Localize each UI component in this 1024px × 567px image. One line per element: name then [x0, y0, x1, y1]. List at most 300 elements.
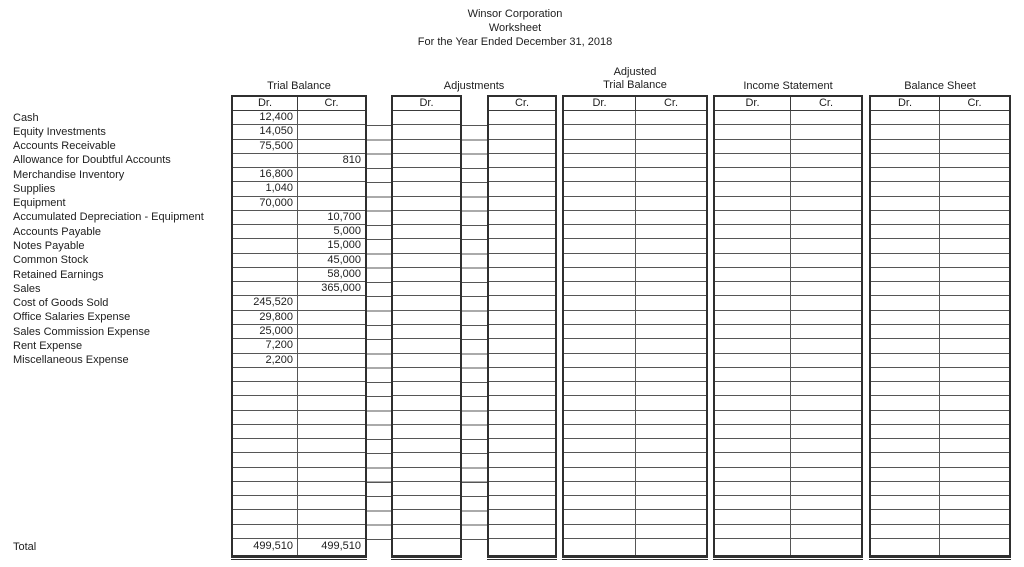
trial-balance-cr-cell: 5,000: [297, 225, 365, 238]
balance-sheet-dr-cell: [871, 382, 939, 395]
income-statement-cr-cell: [790, 525, 861, 538]
adjusted-trial-balance-dr-cell: [564, 268, 635, 281]
trial-balance-dr-cell: 1,040: [265, 182, 293, 195]
adjustments-dr-dr-cell: [393, 239, 460, 252]
total-label: Total: [13, 541, 37, 553]
account-label: Accumulated Depreciation - Equipment: [13, 211, 204, 224]
blank-row: [233, 468, 365, 482]
balance-sheet-dr-cell: [871, 254, 939, 267]
adjustments-dr-dr-cell: [393, 510, 460, 523]
income-statement-dr-cell: [715, 182, 790, 195]
trial-balance-table: [231, 95, 367, 558]
balance-sheet-cr-cell: [939, 254, 1009, 267]
blank-row: [871, 525, 1009, 539]
adjusted-trial-balance-dr-header: Dr.: [592, 97, 607, 109]
income-statement-cr-cell: [790, 140, 861, 153]
adjustments-cr-cr-cell: [489, 325, 555, 338]
income-statement-cr-cell: [790, 125, 861, 138]
worksheet-row: [393, 282, 460, 296]
adjustments-cr-cr-cell: [489, 211, 555, 224]
adjustments-cr-cr-cell: [489, 396, 555, 409]
blank-row: [233, 439, 365, 453]
trial-balance-cr-cell: 58,000: [297, 268, 365, 281]
blank-row: [233, 382, 365, 396]
worksheet-row: [233, 182, 365, 196]
adjustments-dr-dr-cell: [393, 168, 460, 181]
adjusted-trial-balance-cr-cell: [635, 140, 706, 153]
income-statement-cr-cell: [790, 239, 861, 252]
blank-row: [233, 396, 365, 410]
adjustments-dr-cr-gap: [462, 125, 487, 540]
account-label: Accounts Receivable: [13, 140, 116, 153]
balance-sheet-total-row: [871, 539, 1009, 555]
worksheet-row: [564, 140, 706, 154]
balance-sheet-cr-cell: [939, 182, 1009, 195]
balance-sheet-dr-cell: [871, 111, 939, 124]
balance-sheet-dr-cell: [871, 510, 939, 523]
blank-row: [489, 382, 555, 396]
worksheet-row: [564, 282, 706, 296]
income-statement-dr-cell: [715, 211, 790, 224]
trial-balance-cr-cell: [297, 197, 365, 210]
adjusted-trial-balance-dr-cell: [564, 296, 635, 309]
worksheet-row: [393, 354, 460, 368]
blank-row: [564, 425, 706, 439]
adjusted-trial-balance-cr-cell: [635, 354, 706, 367]
worksheet-row: [233, 140, 365, 154]
trial-balance-cr-cell: 810: [297, 154, 365, 167]
balance-sheet-cr-header: Cr.: [939, 97, 1009, 110]
adjustments-dr-dr-cell: [393, 225, 460, 238]
blank-row: [489, 525, 555, 539]
worksheet-row: [489, 125, 555, 139]
adjusted-trial-balance-dr-cell: [564, 354, 635, 367]
worksheet-row: [489, 239, 555, 253]
blank-row: [564, 439, 706, 453]
adjusted-trial-balance-dr-cell: [564, 211, 635, 224]
blank-row: [489, 439, 555, 453]
blank-row: [489, 425, 555, 439]
worksheet-row: [715, 140, 861, 154]
adjustments-cr-cr-cell: [489, 468, 555, 481]
balance-sheet-cr-cell: [939, 111, 1009, 124]
adjustments-cr-cr-cell: [489, 453, 555, 466]
income-statement-cr-cell: [790, 382, 861, 395]
adjustments-cr-cr-cell: [489, 154, 555, 167]
adjustments-cr-cr-cell: [489, 268, 555, 281]
adjustments-dr-dr-cell: [393, 268, 460, 281]
worksheet-row: [393, 225, 460, 239]
adjustments-cr-cr-cell: [489, 439, 555, 452]
blank-row: [564, 368, 706, 382]
income-statement-caption: Income Statement: [743, 80, 833, 92]
period-line: For the Year Ended December 31, 2018: [417, 36, 613, 48]
trial-balance-dr-cell: 499,510: [253, 539, 293, 552]
balance-sheet-cr-cell: [939, 339, 1009, 352]
worksheet-row: [871, 197, 1009, 211]
worksheet-row: [871, 168, 1009, 182]
worksheet-row: [393, 197, 460, 211]
worksheet-row: [489, 268, 555, 282]
account-label: Equity Investments: [13, 125, 106, 138]
blank-row: [871, 411, 1009, 425]
blank-row: [489, 468, 555, 482]
adjusted-trial-balance-cr-cell: [635, 225, 706, 238]
adjusted-trial-balance-dr-cell: [564, 197, 635, 210]
income-statement-dr-cell: [715, 282, 790, 295]
income-statement-dr-cell: [715, 225, 790, 238]
adjustments-cr-cr-cell: [489, 311, 555, 324]
trial-balance-dr-cell: 12,400: [259, 111, 293, 123]
adjustments-cr-cr-cell: [489, 296, 555, 309]
income-statement-cr-cell: [790, 325, 861, 338]
worksheet-row: [871, 182, 1009, 196]
balance-sheet-dr-cell: [871, 539, 939, 555]
blank-row: [393, 453, 460, 467]
account-label: Allowance for Doubtful Accounts: [13, 154, 171, 167]
blank-row: [233, 482, 365, 496]
income-statement-dr-cell: [715, 325, 790, 338]
worksheet-row: [489, 296, 555, 310]
worksheet-row: [715, 354, 861, 368]
adjusted-trial-balance-dr-cell: [564, 525, 635, 538]
adjusted-trial-balance-cr-cell: [635, 254, 706, 267]
adjusted-trial-balance-dr-cell: [564, 396, 635, 409]
balance-sheet-dr-cell: [871, 354, 939, 367]
company-name: Winsor Corporation: [467, 8, 563, 20]
worksheet-row: [393, 311, 460, 325]
balance-sheet-cr-cell: [939, 154, 1009, 167]
worksheet-row: [871, 339, 1009, 353]
trial-balance-cr-cell: 499,510: [297, 539, 365, 555]
account-label: Equipment: [13, 197, 66, 210]
adjustments-dr-dr-cell: [393, 296, 460, 309]
income-statement-dr-cell: [715, 539, 790, 555]
worksheet-row: [871, 111, 1009, 125]
adjusted-trial-balance-cr-cell: [635, 453, 706, 466]
trial-balance-dr-cell: [233, 368, 297, 381]
income-statement-cr-cell: [790, 111, 861, 124]
income-statement-dr-cell: [715, 354, 790, 367]
blank-row: [393, 525, 460, 539]
blank-row: [393, 368, 460, 382]
worksheet-row: [489, 197, 555, 211]
income-statement-dr-cell: [715, 154, 790, 167]
worksheet-row: [233, 154, 365, 168]
adjusted-trial-balance-dr-cell: [564, 254, 635, 267]
blank-row: [564, 482, 706, 496]
adjustments-dr-dr-cell: [393, 382, 460, 395]
worksheet-row: [489, 282, 555, 296]
income-statement-dr-cell: [715, 125, 790, 138]
adjustments-dr-dr-cell: [393, 282, 460, 295]
income-statement-dr-cell: [715, 111, 790, 124]
balance-sheet-cr-cell: [939, 125, 1009, 138]
balance-sheet-cr-cell: [939, 411, 1009, 424]
blank-row: [393, 482, 460, 496]
worksheet-row: [715, 254, 861, 268]
trial-balance-dr-cell: [233, 382, 297, 395]
account-label: Notes Payable: [13, 239, 85, 252]
worksheet-row: [871, 311, 1009, 325]
adjusted-trial-balance-dr-cell: [564, 225, 635, 238]
blank-row: [393, 411, 460, 425]
balance-sheet-dr-header: Dr.: [897, 97, 913, 109]
adjustments-dr-table: [391, 95, 462, 558]
blank-row: [489, 453, 555, 467]
balance-sheet-cr-cell: [939, 354, 1009, 367]
balance-sheet-dr-cell: [871, 482, 939, 495]
income-statement-dr-cell: [715, 382, 790, 395]
balance-sheet-cr-cell: [939, 396, 1009, 409]
income-statement-dr-cell: [715, 396, 790, 409]
blank-row: [564, 453, 706, 467]
adjustments-dr-dr-cell: [393, 525, 460, 538]
adjustments-dr-dr-cell: [393, 468, 460, 481]
blank-row: [564, 496, 706, 510]
blank-row: [715, 496, 861, 510]
blank-row: [489, 510, 555, 524]
document-title: Worksheet: [488, 22, 542, 34]
blank-row: [233, 425, 365, 439]
balance-sheet-dr-cell: [871, 239, 939, 252]
trial-balance-dr-cell: [233, 239, 297, 252]
income-statement-cr-cell: [790, 453, 861, 466]
income-statement-cr-cell: [790, 268, 861, 281]
worksheet-row: [871, 268, 1009, 282]
worksheet-row: [564, 339, 706, 353]
blank-row: [233, 525, 365, 539]
worksheet-row: [233, 211, 365, 225]
trial-balance-dr-cell: 245,520: [253, 296, 293, 309]
balance-sheet-cr-cell: [939, 439, 1009, 452]
adjustments-cr-cr-cell: [489, 425, 555, 438]
blank-row: [489, 396, 555, 410]
worksheet-row: [233, 311, 365, 325]
adjusted-trial-balance-total-row: [564, 539, 706, 555]
worksheet-row: [489, 182, 555, 196]
worksheet-row: [233, 282, 365, 296]
trial-balance-cr-cell: [297, 411, 365, 424]
trial-balance-cr-cell: [297, 339, 365, 352]
adjusted-trial-balance-cr-cell: [635, 325, 706, 338]
adjusted-trial-balance-cr-cell: [635, 282, 706, 295]
balance-sheet-dr-cell: [871, 168, 939, 181]
account-label: Retained Earnings: [13, 268, 104, 281]
worksheet-row: [871, 325, 1009, 339]
adjusted-trial-balance-header-row: [564, 97, 706, 111]
adjusted-trial-balance-dr-cell: [564, 168, 635, 181]
worksheet-row: [564, 325, 706, 339]
worksheet-row: [715, 125, 861, 139]
blank-row: [393, 396, 460, 410]
adjusted-trial-balance-caption: Adjusted Trial Balance: [603, 66, 667, 91]
worksheet-row: [564, 182, 706, 196]
balance-sheet-cr-cell: [939, 268, 1009, 281]
adjustments-dr-dr-cell: [393, 339, 460, 352]
blank-row: [715, 525, 861, 539]
trial-balance-dr-cell: 14,050: [259, 125, 293, 138]
trial-balance-dr-cell: 16,800: [259, 168, 293, 181]
trial-balance-dr-cell: [233, 254, 297, 267]
adjustments-dr-dr-cell: [393, 396, 460, 409]
income-statement-cr-cell: [790, 354, 861, 367]
worksheet-row: [233, 339, 365, 353]
balance-sheet-dr-cell: [871, 411, 939, 424]
trial-balance-cr-cell: [297, 182, 365, 195]
title-block: [0, 7, 1024, 49]
adjustments-dr-dr-cell: [393, 311, 460, 324]
adjustments-cr-cr-cell: [489, 125, 555, 138]
trial-balance-cr-cell: [297, 468, 365, 481]
balance-sheet-dr-cell: [871, 125, 939, 138]
income-statement-cr-cell: [790, 182, 861, 195]
adjusted-trial-balance-cr-cell: [635, 425, 706, 438]
account-label: Sales Commission Expense: [13, 325, 150, 338]
balance-sheet-dr-cell: [871, 325, 939, 338]
worksheet-row: [871, 239, 1009, 253]
worksheet-row: [564, 168, 706, 182]
worksheet-row: [489, 168, 555, 182]
worksheet-row: [233, 111, 365, 125]
income-statement-cr-cell: [790, 339, 861, 352]
account-label: Sales: [13, 282, 41, 295]
trial-balance-dr-cell: 29,800: [259, 310, 293, 323]
income-statement-header-row: [715, 97, 861, 111]
adjusted-trial-balance-dr-cell: [564, 325, 635, 338]
blank-row: [564, 396, 706, 410]
adjustments-dr-dr-cell: [393, 411, 460, 424]
adjustments-dr-dr-cell: [393, 453, 460, 466]
balance-sheet-cr-cell: [939, 525, 1009, 538]
adjustments-cr-cr-cell: [489, 496, 555, 509]
adjustments-cr-cr-cell: [489, 411, 555, 424]
balance-sheet-cr-cell: [939, 296, 1009, 309]
balance-sheet-dr-cell: [871, 453, 939, 466]
income-statement-cr-cell: [790, 425, 861, 438]
adjusted-trial-balance-dr-cell: [564, 439, 635, 452]
trial-balance-cr-cell: [297, 525, 365, 538]
trial-balance-cr-cell: [297, 168, 365, 181]
adjustments-cr-cr-cell: [489, 510, 555, 523]
adjusted-trial-balance-dr-cell: [564, 282, 635, 295]
income-statement-dr-cell: [715, 368, 790, 381]
trial-balance-cr-cell: [297, 425, 365, 438]
blank-row: [715, 468, 861, 482]
worksheet-row: [564, 354, 706, 368]
income-statement-cr-cell: [790, 439, 861, 452]
adjusted-trial-balance-dr-cell: [564, 111, 635, 124]
adjustments-cr-cr-cell: [489, 539, 555, 555]
income-statement-cr-cell: [790, 510, 861, 523]
income-statement-dr-cell: [715, 468, 790, 481]
trial-balance-cr-cell: [297, 125, 365, 138]
blank-row: [393, 425, 460, 439]
adjustments-cr-total-row: [489, 539, 555, 555]
balance-sheet-cr-cell: [939, 539, 1009, 555]
trial-balance-cr-cell: [297, 296, 365, 309]
adjustments-cr-cr-cell: [489, 354, 555, 367]
trial-balance-dr-header: Dr.: [257, 97, 273, 109]
adjusted-trial-balance-dr-cell: [564, 411, 635, 424]
blank-row: [871, 453, 1009, 467]
income-statement-cr-cell: [790, 396, 861, 409]
trial-balance-cr-cell: [297, 482, 365, 495]
balance-sheet-cr-cell: [939, 496, 1009, 509]
adjustments-dr-dr-cell: [393, 439, 460, 452]
worksheet-row: [393, 268, 460, 282]
trial-balance-cr-cell: [297, 354, 365, 367]
worksheet-row: [715, 311, 861, 325]
adjustments-dr-dr-cell: [393, 354, 460, 367]
balance-sheet-dr-cell: [871, 197, 939, 210]
trial-balance-cr-cell: [297, 396, 365, 409]
blank-row: [393, 439, 460, 453]
worksheet-row: [233, 268, 365, 282]
worksheet-row: [564, 268, 706, 282]
balance-sheet-dr-cell: [871, 211, 939, 224]
income-statement-dr-cell: [715, 411, 790, 424]
worksheet-row: [871, 125, 1009, 139]
income-statement-cr-cell: [790, 211, 861, 224]
income-statement-cr-cell: [790, 225, 861, 238]
income-statement-dr-cell: [715, 453, 790, 466]
worksheet-row: [564, 239, 706, 253]
adjusted-trial-balance-dr-cell: [564, 382, 635, 395]
adjustments-cr-cr-cell: [489, 525, 555, 538]
adjustments-cr-cr-cell: [489, 239, 555, 252]
income-statement-dr-cell: [715, 496, 790, 509]
blank-row: [233, 411, 365, 425]
worksheet-row: [871, 154, 1009, 168]
income-statement-dr-cell: [715, 168, 790, 181]
adjustments-dr-dr-cell: [393, 111, 460, 124]
adjusted-trial-balance-cr-cell: [635, 154, 706, 167]
trial-balance-dr-cell: [233, 282, 297, 295]
blank-row: [233, 368, 365, 382]
blank-row: [564, 510, 706, 524]
adjustments-cr-header-row: [489, 97, 555, 111]
balance-sheet-cr-cell: [939, 197, 1009, 210]
adjustments-dr-dr-cell: [393, 425, 460, 438]
account-label: Miscellaneous Expense: [13, 354, 129, 367]
adjustments-dr-dr-cell: [393, 496, 460, 509]
blank-row: [715, 411, 861, 425]
balance-sheet-cr-cell: [939, 140, 1009, 153]
blank-row: [715, 482, 861, 496]
trial-balance-dr-cell: [233, 496, 297, 509]
trial-balance-dr-cell: 70,000: [259, 196, 293, 209]
adjustments-cr-cr-cell: [489, 282, 555, 295]
adjustments-dr-dr-header: Dr.: [419, 97, 434, 109]
adjustments-dr-dr-cell: [393, 154, 460, 167]
income-statement-cr-cell: [790, 311, 861, 324]
balance-sheet-dr-cell: [871, 225, 939, 238]
blank-row: [233, 496, 365, 510]
account-label: Cash: [13, 111, 39, 124]
worksheet-row: [393, 325, 460, 339]
trial-balance-cr-cell: [297, 311, 365, 324]
worksheet-row: [715, 239, 861, 253]
balance-sheet-cr-cell: [939, 425, 1009, 438]
adjustments-cr-cr-cell: [489, 382, 555, 395]
trial-balance-dr-cell: 2,200: [265, 353, 293, 366]
balance-sheet-dr-cell: [871, 525, 939, 538]
blank-row: [233, 453, 365, 467]
adjusted-trial-balance-cr-cell: [635, 239, 706, 252]
trial-balance-cr-cell: 365,000: [297, 282, 365, 295]
income-statement-cr-cell: [790, 168, 861, 181]
